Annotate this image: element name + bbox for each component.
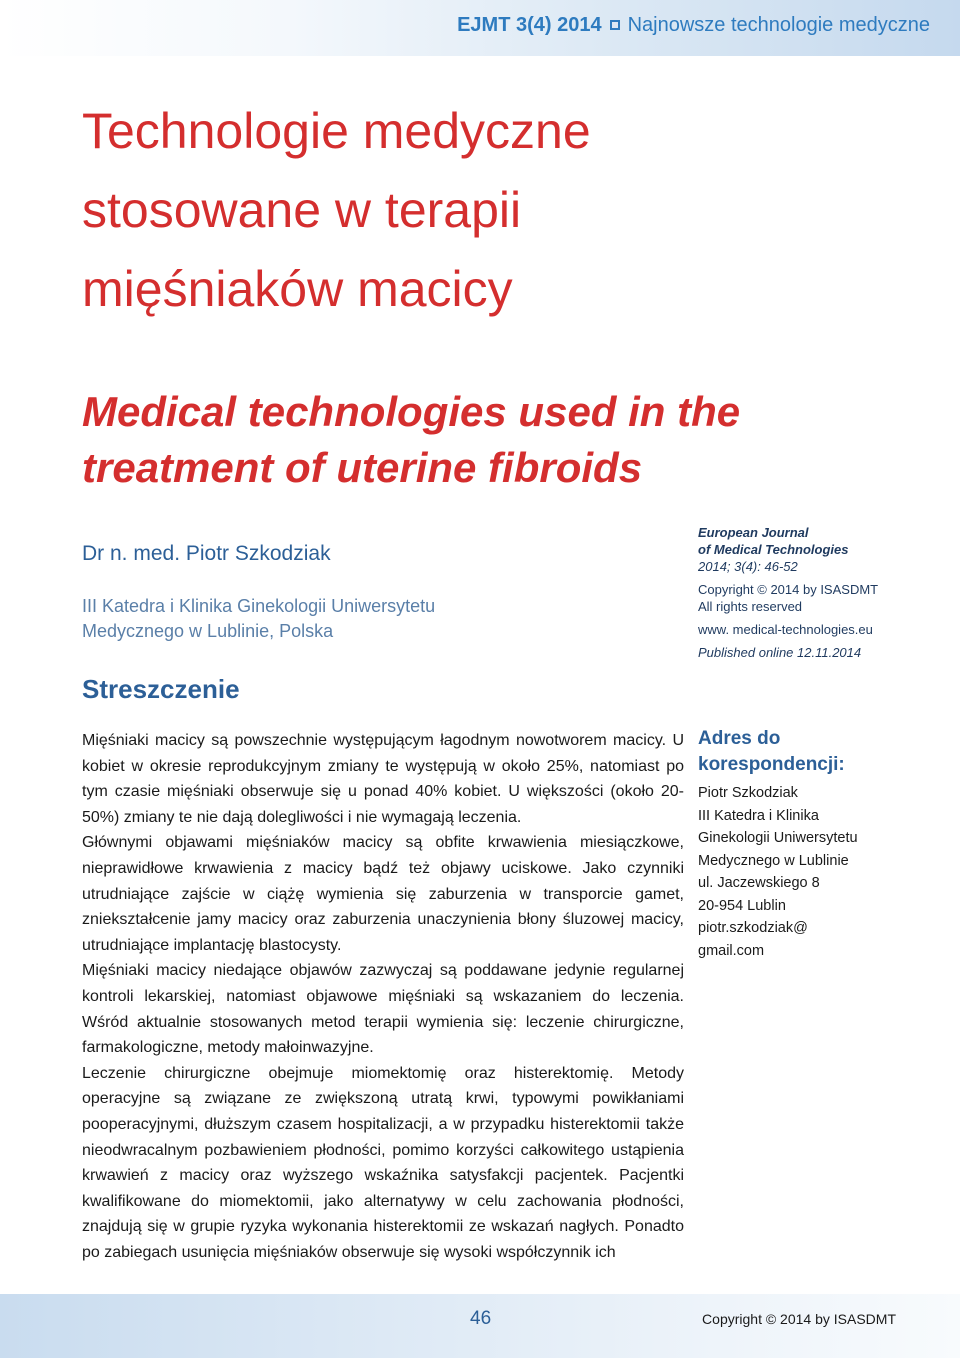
running-header — [457, 14, 930, 37]
journal-website-link[interactable]: www. medical-technologies.eu — [698, 622, 873, 637]
abstract-body — [82, 728, 684, 1265]
page-number: 46 — [470, 1308, 492, 1329]
journal-volume: 2014; 3(4): 46-52 — [698, 559, 798, 574]
section-name: Najnowsze technologie medyczne — [627, 14, 930, 36]
author-name: Dr n. med. Piotr Szkodziak — [82, 542, 331, 565]
correspondence-line: Ginekologii Uniwersytetu — [698, 830, 858, 846]
square-separator-icon — [610, 20, 620, 30]
published-date: Published online 12.11.2014 — [698, 645, 862, 660]
journal-info — [698, 524, 938, 661]
abstract-heading: Streszczenie — [82, 674, 240, 704]
journal-name: of Medical Technologies — [698, 542, 849, 557]
journal-copyright: Copyright © 2014 by ISASDMT — [698, 582, 879, 597]
correspondence-line: III Katedra i Klinika — [698, 807, 819, 824]
correspondence-line: ul. Jaczewskiego 8 — [698, 875, 820, 891]
title-english: Medical technologies used in the treatment of uterine fibroids — [82, 388, 741, 491]
abstract-paragraph: Głównymi objawami mięśniaków macicy są obfite krwawienia miesiączkowe, nieprawidłowe krwawienia z macicy bądź też objawy uciskowe. Jako czynniki utrudniające zajście w ciążę wymienia się zaburzenia w transporcie gamet, zniekształcenie jamy macicy oraz zaburzenia unaczynienia błony śluzowej macicy, utrudniające implantację blastocysty. — [82, 834, 684, 954]
correspondence-line: Piotr Szkodziak — [698, 785, 798, 801]
correspondence-email-link[interactable]: gmail.com — [698, 942, 765, 959]
affiliation-line: Medycznego w Lublinie, Polska — [82, 621, 334, 641]
correspondence-line: Medycznego w Lublinie — [698, 852, 849, 869]
author-affiliation — [82, 594, 502, 644]
correspondence-line: 20-954 Lublin — [698, 897, 786, 914]
abstract-paragraph: Mięśniaki macicy są powszechnie występującym łagodnym nowotworem macicy. U kobiet w okresie reprodukcyjnym zmiany te występują w około 25%, natomiast po tym czasie mięśniaki obserwuje się u ponad 40% kobiet. U większości (około 20-50%) zmiany te nie dają dolegliwości i nie wymagają leczenia. — [82, 732, 684, 826]
footer-copyright: Copyright © 2014 by ISASDMT — [702, 1311, 896, 1327]
journal-rights: All rights reserved — [698, 599, 803, 614]
abstract-paragraph: Leczenie chirurgiczne obejmuje miomektomię oraz histerektomię. Metody operacyjne są związane ze zwiększoną utratą krwi, typowymi powikłaniami pooperacyjnymi, dłuższym czasem hospitalizacji, a w przypadku histerektomii także nieodwracalnym pozbawieniem płodności, pomimo korzyści całkowitego ustąpienia krwawień z macicy oraz wyższego wskaźnika satysfakcji pacjentek. Pacjentki kwalifikowane do miomektomii, jako alternatywy w celu zachowania płodności, znajdują się w grupie ryzyka wykonania histerektomii ze wskazań nagłych. Ponadto po zabiegach usunięcia mięśniaków obserwuje się wysoki współczynnik ich — [82, 1064, 684, 1261]
correspondence-email-link[interactable]: piotr.szkodziak@ — [698, 920, 808, 936]
correspondence-title: Adres do korespondencji: — [698, 728, 845, 775]
correspondence-box — [698, 726, 928, 962]
journal-name: European Journal — [698, 525, 809, 540]
journal-issue: EJMT 3(4) 2014 — [457, 14, 602, 36]
title-polish: Technologie medyczne stosowane w terapii mięśniaków macicy — [82, 103, 591, 317]
abstract-paragraph: Mięśniaki macicy niedające objawów zazwyczaj są poddawane jedynie regularnej kontroli lekarskiej, natomiast objawowe mięśniaki są wskazaniem do leczenia. Wśród aktualnie stosowanych metod terapii wymienia się: leczenie chirurgiczne, farmakologiczne, metody małoinwazyjne. — [82, 962, 684, 1057]
affiliation-line: III Katedra i Klinika Ginekologii Uniwersytetu — [82, 596, 436, 616]
